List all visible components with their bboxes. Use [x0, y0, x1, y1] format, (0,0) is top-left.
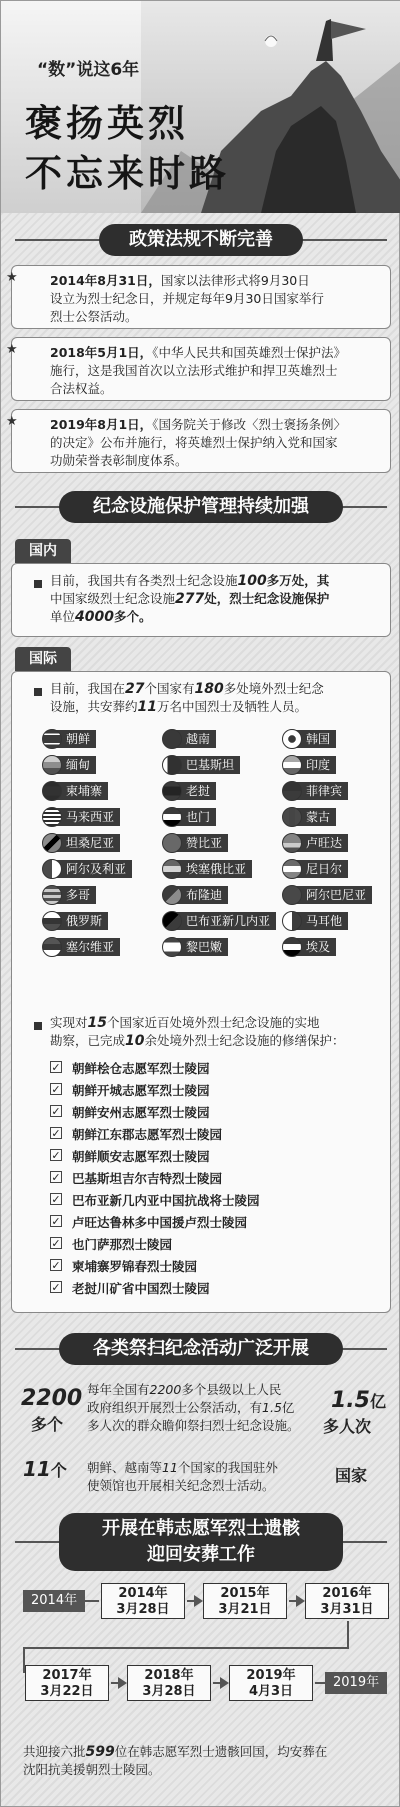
country-name: 朝鲜 [56, 730, 96, 748]
flag-icon [282, 911, 302, 931]
entry-year: 2015年 [220, 1586, 270, 1601]
country-name: 缅甸 [56, 756, 96, 774]
country-name: 菲律宾 [296, 782, 348, 800]
checkbox-icon: ✓ [51, 1105, 61, 1118]
policy-text-3: 2019年8月1日，《国务院关于修改〈烈士褒扬条例〉 的决定》公布并施行，将英雄烈士保护纳入党和国家 功勋荣誉表彰制度体系。 [50, 417, 346, 468]
flag-icon [162, 885, 182, 905]
stat-1-5: 1.5亿 [331, 1388, 386, 1413]
flag-icon [162, 781, 182, 801]
country-name: 尼日尔 [296, 860, 348, 878]
entry-year: 2014年 [118, 1586, 168, 1601]
country-name: 塞尔维亚 [56, 938, 120, 956]
timeline-connector [23, 1647, 349, 1649]
flag-icon [162, 859, 182, 879]
country-name: 越南 [176, 730, 216, 748]
country-name: 韩国 [296, 730, 336, 748]
country-name: 巴基斯坦 [176, 756, 240, 774]
flag-icon [42, 729, 62, 749]
timeline-connector [315, 1682, 325, 1684]
country-name: 俄罗斯 [56, 912, 108, 930]
entry-date: 3月22日 [40, 1684, 94, 1699]
checkbox-icon: ✓ [51, 1083, 61, 1096]
checkbox-icon: ✓ [51, 1237, 61, 1250]
cemetery-name: 朝鲜桧仓志愿军烈士陵园 [72, 1061, 210, 1076]
stat-2200: 2200 [21, 1386, 83, 1411]
tab-domestic: 国内 [15, 539, 71, 563]
cemetery-name: 巴布亚新几内亚中国抗战将士陵园 [72, 1193, 260, 1208]
bullet [34, 580, 42, 588]
tab-international: 国际 [15, 647, 71, 671]
flag-icon [42, 885, 62, 905]
flag-icon [282, 755, 302, 775]
arrow-icon [220, 1677, 229, 1689]
country-name: 埃塞俄比亚 [176, 860, 252, 878]
section-banner-activities [15, 1333, 387, 1365]
cemetery-name: 卢旺达鲁林多中国援卢烈士陵园 [72, 1215, 248, 1230]
hero-title-line1: 褒扬英烈 [25, 101, 189, 145]
stat-11: 11个 [23, 1457, 67, 1481]
checkbox-icon: ✓ [51, 1259, 61, 1272]
flag-icon [42, 859, 62, 879]
country-name: 老挝 [176, 782, 216, 800]
flag-icon [42, 807, 62, 827]
flag-icon [282, 859, 302, 879]
stat-2200-unit: 多个 [31, 1415, 64, 1434]
entry-date: 4月3日 [248, 1684, 294, 1699]
cemetery-name: 老挝川矿省中国烈士陵园 [72, 1281, 210, 1296]
international-text: 目前，我国在27个国家有180多处境外烈士纪念 设施，共安葬约11万名中国烈士及牺牲人员。 [50, 681, 324, 715]
country-name: 巴布亚新几内亚 [176, 912, 276, 930]
flag-icon [282, 781, 302, 801]
flag-icon [162, 807, 182, 827]
country-name: 卢旺达 [296, 834, 348, 852]
flag-icon [282, 833, 302, 853]
timeline-entry [203, 1583, 287, 1619]
hero-title-line2: 不忘来时路 [25, 151, 230, 195]
section-banner-policy [15, 224, 387, 256]
arrow-icon [194, 1595, 203, 1607]
checkbox-icon: ✓ [51, 1171, 61, 1184]
policy-card-2 [6, 337, 391, 401]
country-name: 马耳他 [296, 912, 348, 930]
country-name: 柬埔寨 [56, 782, 108, 800]
entry-year: 2016年 [322, 1586, 372, 1601]
flag-icon [282, 807, 302, 827]
entry-date: 3月31日 [320, 1602, 374, 1617]
checkbox-icon: ✓ [51, 1281, 61, 1294]
flag-icon [162, 833, 182, 853]
country-name: 马来西亚 [56, 808, 120, 826]
stat-countries-unit: 国家 [335, 1466, 368, 1485]
country-name: 黎巴嫩 [176, 938, 228, 956]
flag-icon [42, 937, 62, 957]
timeline-entry [101, 1583, 185, 1619]
section-banner-facilities [15, 491, 387, 523]
star-icon: ★ [6, 270, 18, 285]
timeline-start-tag: 2014年 [23, 1590, 85, 1612]
cemetery-name: 柬埔寨罗锦春烈士陵园 [72, 1259, 198, 1274]
cemetery-name: 朝鲜安州志愿军烈士陵园 [72, 1105, 210, 1120]
repatriation-summary: 共迎接六批599位在韩志愿军烈士遗骸回国，均安葬在 沈阳抗美援朝烈士陵园。 [23, 1744, 328, 1777]
cemetery-name: 朝鲜江东郡志愿军烈士陵园 [72, 1127, 223, 1142]
entry-year: 2018年 [144, 1668, 194, 1683]
entry-date: 3月28日 [116, 1602, 170, 1617]
stat-1-5-unit: 多人次 [323, 1417, 372, 1436]
star-icon: ★ [6, 342, 18, 357]
flag-icon [162, 911, 182, 931]
country-name: 阿尔及利亚 [56, 860, 132, 878]
bullet [34, 1022, 42, 1030]
international-card [11, 671, 391, 1313]
timeline-entry [305, 1583, 389, 1619]
policy-text-2: 2018年5月1日，《中华人民共和国英雄烈士保护法》 施行，这是我国首次以立法形式维护和捍卫英雄烈士 合法权益。 [50, 345, 346, 396]
activity-text-2: 朝鲜、越南等11个国家的我国驻外 使领馆也开展相关纪念烈士活动。 [87, 1460, 278, 1493]
country-name: 布隆迪 [176, 886, 228, 904]
country-name: 蒙古 [296, 808, 336, 826]
flag-icon [282, 885, 302, 905]
policy-card-1 [6, 265, 391, 329]
cemetery-name: 也门萨那烈士陵园 [72, 1237, 173, 1252]
arrow-icon [118, 1677, 127, 1689]
hero-subtitle: “数”说这6年 [37, 60, 140, 80]
cemetery-name: 巴基斯坦吉尔吉特烈士陵园 [72, 1171, 223, 1186]
checkbox-icon: ✓ [51, 1149, 61, 1162]
entry-date: 3月28日 [142, 1684, 196, 1699]
star-icon: ★ [6, 414, 18, 429]
timeline-entry [25, 1665, 109, 1701]
activity-text-1: 每年全国有2200多个县级以上人民 政府组织开展烈士公祭活动，有1.5亿 多人次的群众瞻仰祭扫烈士纪念设施。 [87, 1382, 300, 1433]
section-title-repatriation: 开展在韩志愿军烈士遗骸 迎回安葬工作 [59, 1513, 343, 1571]
hero-banner [1, 1, 400, 213]
country-name: 赞比亚 [176, 834, 228, 852]
section-title-activities: 各类祭扫纪念活动广泛开展 [59, 1333, 343, 1365]
flag-icon [162, 755, 182, 775]
domestic-card [11, 563, 391, 637]
timeline-connector [83, 1600, 99, 1602]
flag-icon [42, 911, 62, 931]
survey-text: 实现对15个国家近百处境外烈士纪念设施的实地 勘察，已完成10余处境外烈士纪念设施的修缮保护： [50, 1015, 345, 1049]
flag-icon [162, 729, 182, 749]
timeline-entry [127, 1665, 211, 1701]
entry-date: 3月21日 [218, 1602, 272, 1617]
timeline-end-tag: 2019年 [325, 1672, 387, 1694]
checkbox-icon: ✓ [51, 1215, 61, 1228]
checkbox-icon: ✓ [51, 1193, 61, 1206]
cemetery-name: 朝鲜顺安志愿军烈士陵园 [72, 1149, 210, 1164]
flag-icon [42, 755, 62, 775]
flag-icon [162, 937, 182, 957]
timeline-connector [347, 1621, 349, 1649]
section-title-facilities: 纪念设施保护管理持续加强 [59, 491, 343, 523]
checkbox-icon: ✓ [51, 1127, 61, 1140]
country-name: 也门 [176, 808, 216, 826]
arrow-icon [296, 1595, 305, 1607]
flag-icon [42, 781, 62, 801]
flag-icon [282, 937, 302, 957]
country-name: 阿尔巴尼亚 [296, 886, 372, 904]
country-name: 多哥 [56, 886, 96, 904]
cemetery-name: 朝鲜开城志愿军烈士陵园 [72, 1083, 210, 1098]
flag-icon [42, 833, 62, 853]
bullet [34, 688, 42, 696]
policy-text-1: 2014年8月31日，国家以法律形式将9月30日 设立为烈士纪念日，并规定每年9月30日国家举行 烈士公祭活动。 [50, 273, 324, 324]
section-title-policy: 政策法规不断完善 [99, 224, 303, 256]
country-name: 坦桑尼亚 [56, 834, 120, 852]
section-banner-repatriation [15, 1513, 387, 1571]
entry-year: 2019年 [246, 1668, 296, 1683]
checkbox-icon: ✓ [51, 1061, 61, 1074]
flag-icon [282, 729, 302, 749]
entry-year: 2017年 [42, 1668, 92, 1683]
country-name: 印度 [296, 756, 336, 774]
policy-card-3 [6, 409, 391, 473]
domestic-text: 目前，我国共有各类烈士纪念设施100多万处，其 中国家级烈士纪念设施277处，烈士纪念设施保护 单位4000多个。 [50, 573, 330, 625]
country-name: 埃及 [296, 938, 336, 956]
timeline-entry [229, 1665, 313, 1701]
